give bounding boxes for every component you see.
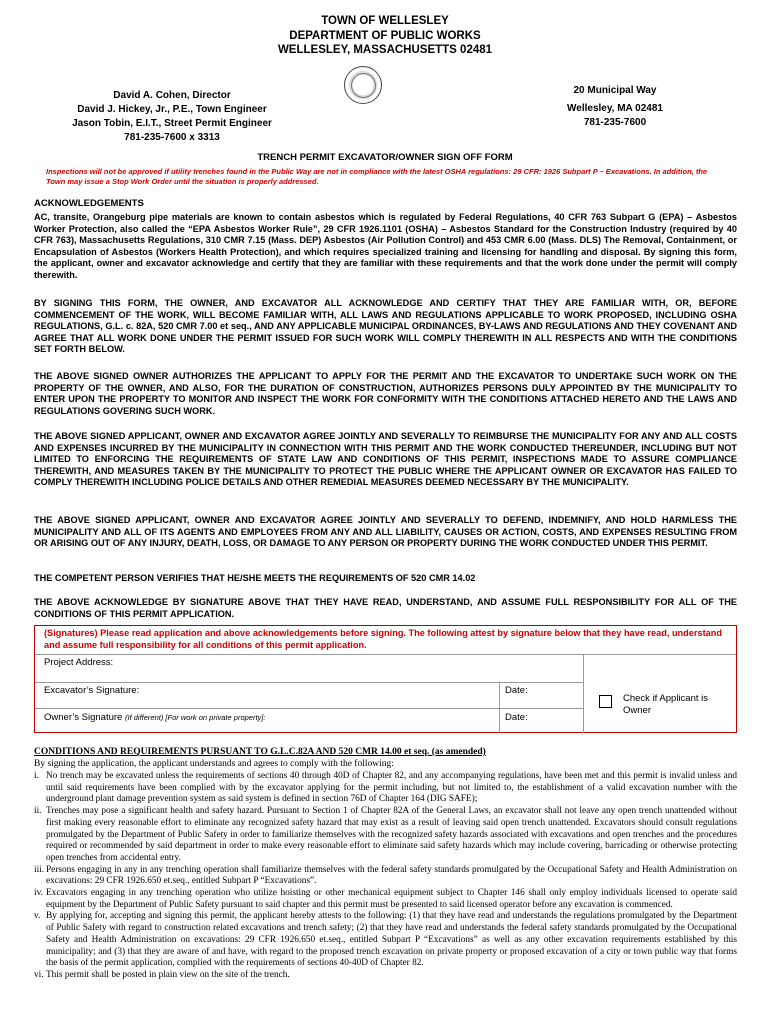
condition-item [34,888,737,911]
conditions-list [34,771,737,982]
office-address-block [555,84,675,130]
condition-number: iii. [34,864,45,875]
condition-number: iv. [34,888,43,899]
condition-text: No trench may be excavated unless the requirements of sections 40 through 40D of Chapter 82, and any accompanying regulations, have been met and this permit is invalid unless and until said requirements have been complied with by the excavator applying for the permit including, but not limited to, the establishment of a valid excavation number with the underground plant damage prevention system as said system is defined in section 76D of Chapter 164 (DIG SAFE); [46,771,737,805]
conditions-intro: By signing the application, the applicant understands and agrees to comply with the following: [34,759,394,769]
asbestos-paragraph: AC, transite, Orangeburg pipe materials are known to contain asbestos which is regulated by Federal Regulations, 40 CFR 763 Subpart G (EPA) – Asbestos Worker Protection, also called the “EPA Asbestos Worker Rule”, 29 CFR 1926.1101 (OSHA) – Asbestos Standard for the Construction Industry (required by 40 CFR 763), Massachusetts Regulations, 310 CMR 7.15 (Mass. DEP) Asbestos (Air Pollution Control) and 453 CMR 6.00 (Mass. DLS) The Removal, Containment, or Encapsulation of Asbestos (Workers Health Protection), and which requires specialized training and licensing for handling and disposal. By signing this form, the applicant, owner and excavator acknowledge and certify that they are familiar with these requirements and that the work done under the permit will comply therewith. [34,212,737,280]
osha-warning: Inspections will not be approved if utility trenches found in the Public Way are not in compliance with the latest OSHA regulations: 29 CFR: 1926 Subpart P – Excavations. In addition, the Town may issue a Stop Work Order until the situation is properly addressed. [46,167,708,186]
office-phone: 781-235-7600 [583,117,647,128]
condition-text: By applying for, accepting and signing this permit, the applicant hereby attests to the following: (1) that they have read and understands the regulations promulgated by the Department of Public Safety with regard to construction related excavations and trench safety; (2) that they have read and understands the federal safety standards promulgated by the Occupational Safety and Health Administration on excavations: 29 CFR 1926.650 et.seq., entitled Subpart P “Excavations” as well as any other excavation requirements established by this municipality; and (3) that they are aware of and have, with regard to the proposed trench excavation on private property or proposed excavation of a city or town public way that forms the basis of the permit application, complied with the requirements of sections 40-40D of Chapter 82. [46,911,737,969]
condition-item [34,771,737,806]
town-name: TOWN OF WELLESLEY [321,15,449,27]
letterhead-title [0,14,770,58]
excavator-signature-field[interactable]: Excavator’s Signature: [44,685,140,696]
signature-table [34,625,737,733]
conditions-heading: CONDITIONS AND REQUIREMENTS PURSUANT TO G.L.C.82A AND 520 CMR 14.00 et seq. (as amended) [34,747,486,757]
condition-item [34,911,737,970]
divider [35,708,583,709]
reimbursement-paragraph: THE ABOVE SIGNED APPLICANT, OWNER AND EXCAVATOR AGREE JOINTLY AND SEVERALLY TO REIMBURSE THE MUNICIPALITY FOR ANY AND ALL COSTS AND EXPENSES INCURRED BY THE MUNICIPALITY IN CONNECTION WITH THIS PERMIT AND THE WORK CONDUCTED THEREUNDER, INCLUDING BUT NOT LIMITED TO ENFORCING THE REQUIREMENTS OF STATE LAW AND CONDITIONS OF THIS PERMIT, INSPECTIONS MADE TO ASSURE COMPLIANCE THEREWITH, AND MEASURES TAKEN BY THE MUNICIPALITY TO PROTECT THE PUBLIC WHERE THE APPLICANT OWNER OR EXCAVATOR HAS FAILED TO COMPLY THEREWITH INCLUDING POLICE DETAILS AND OTHER REMEDIAL MEASURES DEEMED NECESSARY BY THE MUNICIPALITY. [34,431,737,488]
condition-text: This permit shall be posted in plain view on the site of the trench. [46,969,290,980]
town-engineer-name: David J. Hickey, Jr., P.E., Town Engineer [77,104,267,115]
indemnify-paragraph: THE ABOVE SIGNED APPLICANT, OWNER AND EXCAVATOR AGREE JOINTLY AND SEVERALLY TO DEFEND, INDEMNIFY, AND HOLD HARMLESS THE MUNICIPALITY AND ALL OF ITS AGENTS AND EMPLOYEES FROM ANY AND ALL LIABILITY, CAUSES OR ACTION, COSTS, AND EXPENSES RESULTING FROM OR ARISING OUT OF ANY INJURY, DEATH, LOSS, OR DAMAGE TO ANY PERSON OR PROPERTY DURING THE WORK CONDUCTED UNDER THIS PERMIT. [34,515,737,549]
condition-item [34,865,737,888]
officials-block [62,89,282,145]
department-name: DEPARTMENT OF PUBLIC WORKS [289,29,481,42]
divider [583,654,584,682]
divider [583,682,584,733]
street-address: 20 Municipal Way [573,85,657,96]
applicant-is-owner-checkbox[interactable] [599,695,612,708]
project-address-field[interactable]: Project Address: [44,657,114,668]
familiarity-paragraph: BY SIGNING THIS FORM, THE OWNER, AND EXCAVATOR ALL ACKNOWLEDGE AND CERTIFY THAT THEY ARE FAMILIAR WITH, OR, BEFORE COMMENCEMENT OF THE WORK, WILL BECOME FAMILIAR WITH, ALL LAWS AND REGULATIONS APPLICABLE TO WORK PROPOSED, INCLUDING OSHA REGULATIONS, G.L. c. 82A, 520 CMR 7.00 et seq., AND ANY APPLICABLE MUNICIPAL ORDINANCES, BY-LAWS AND REGULATIONS AND THEY COVENANT AND AGREE THAT ALL WORK DONE UNDER THE PERMIT ISSUED FOR SUCH WORK WILL COMPLY THEREWITH IN ALL RESPECTS AND WITH THE CONDITIONS SET FORTH BELOW. [34,298,737,355]
town-seal-icon [344,66,382,104]
director-name: David A. Cohen, Director [113,90,231,101]
divider [35,682,583,683]
owner-signature-note: (If different) [For work on private property]: [124,713,266,722]
town-address: WELLESLEY, MASSACHUSETTS 02481 [277,44,493,56]
condition-number: vi. [34,969,44,980]
acknowledge-signature-paragraph: THE ABOVE ACKNOWLEDGE BY SIGNATURE ABOVE THAT THEY HAVE READ, UNDERSTAND, AND ASSUME FULL RESPONSIBILITY FOR ALL OF THE CONDITIONS OF THIS PERMIT APPLICATION. [34,597,737,619]
excavator-date-field[interactable]: Date: [505,685,528,696]
condition-text: Excavators engaging in any trenching operation who utilize hoisting or other mechanical equipment subject to Chapter 146 shall only employ individuals licensed to operate said equipment by the Department of Public Safety pursuant to said chapter and this permit must be presented to said licensed operator before any excavation is commenced. [46,888,737,910]
signature-note: (Signatures) Please read application and above acknowledgements before signing. The following attest by signature below that they have read, understand and assume full responsibility for all conditions of this permit application. [44,628,722,650]
condition-number: i. [34,771,39,781]
condition-item [34,970,737,982]
condition-number: ii. [34,806,42,817]
divider [35,654,736,655]
form-title: TRENCH PERMIT EXCAVATOR/OWNER SIGN OFF FORM [257,152,513,163]
condition-text: Trenches may pose a significant health and safety hazard. Pursuant to Section 1 of Chapter 82A of the General Laws, an excavator shall not leave any open trench unattended without first making every reasonable effort to eliminate any recognized safety hazard that may exist as a result of leaving said open trench unattended. Excavators should consult regulations promulgated by the Department of Public Safety in order to familiarize themselves with the recognized safety hazards associated with excavations and open trenches and the procedures required or recommended by said department in order to make every reasonable effort to eliminate said safety hazards which may include covering, barricading or otherwise protecting open trenches from accidental entry. [46,806,737,863]
authorization-paragraph: THE ABOVE SIGNED OWNER AUTHORIZES THE APPLICANT TO APPLY FOR THE PERMIT AND THE EXCAVATOR TO UNDERTAKE SUCH WORK ON THE PROPERTY OF THE OWNER, AND ALSO, FOR THE DURATION OF CONSTRUCTION, AUTHORIZES PERSONS DULY APPOINTED BY THE MUNICIPALITY TO ENTER UPON THE PROPERTY TO MONITOR AND INSPECT THE WORK FOR CONFORMITY WITH THE CONDITIONS ATTACHED HERETO AND THE LAWS AND REGULATIONS GOVERING SUCH WORK. [34,371,737,416]
owner-signature-label: Owner’s Signature [44,712,123,723]
owner-date-field[interactable]: Date: [505,712,528,723]
officials-phone: 781-235-7600 x 3313 [124,132,220,143]
owner-signature-field[interactable] [44,712,265,723]
applicant-is-owner-label: Check if Applicant is Owner [623,693,709,716]
condition-number: v. [34,911,41,922]
condition-item [34,806,737,865]
competent-person-paragraph: THE COMPETENT PERSON VERIFIES THAT HE/SHE MEETS THE REQUIREMENTS OF 520 CMR 14.02 [34,573,476,583]
city-state-zip: Wellesley, MA 02481 [567,103,663,114]
acknowledgements-heading: ACKNOWLEDGEMENTS [34,198,144,209]
permit-engineer-name: Jason Tobin, E.I.T., Street Permit Engineer [72,118,272,129]
condition-text: Persons engaging in any in any trenching operation shall familiarize themselves with the federal safety standards promulgated by the Occupational Safety and Health Administration on excavations: 29 CFR 1926.650 et.seq., entitled Subpart P “Excavations”. [46,864,737,887]
